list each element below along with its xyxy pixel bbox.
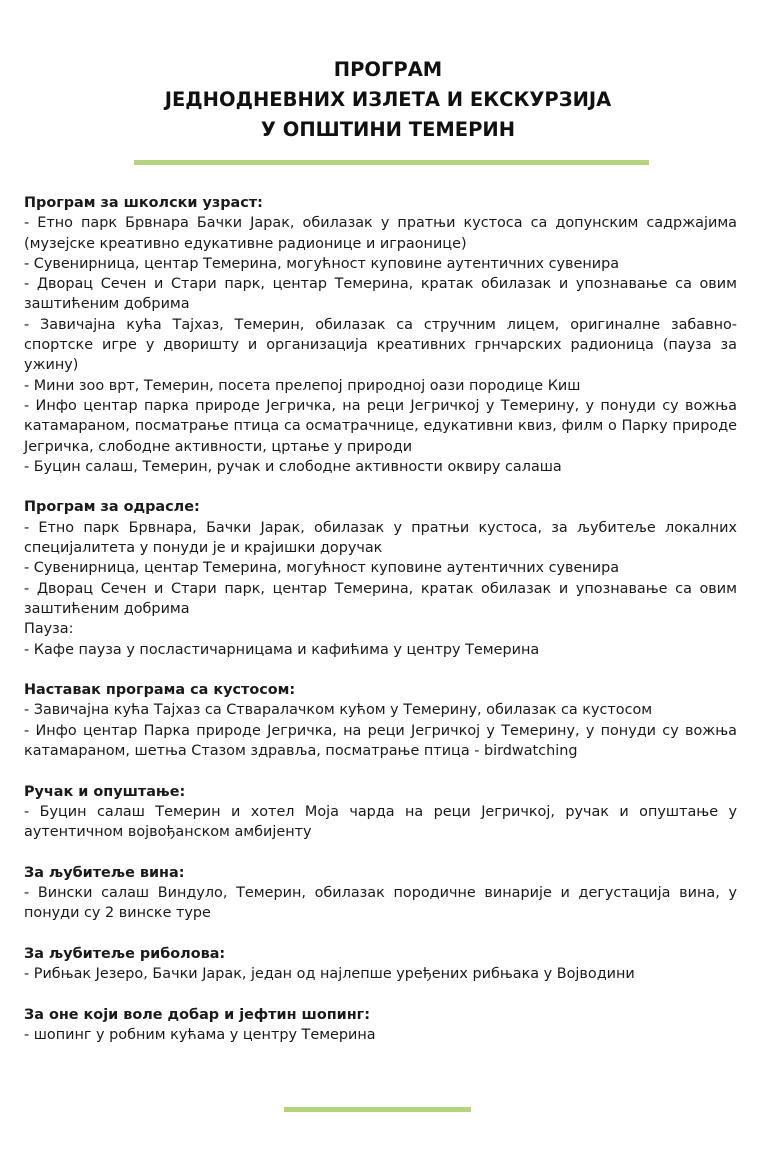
- section-adults: [24, 497, 737, 659]
- list-item: - Мини зоо врт, Темерин, посета прелепој природној оази породице Киш: [24, 377, 581, 394]
- section-heading: За љубитеље риболова:: [24, 945, 226, 962]
- bottom-divider: [284, 1107, 471, 1112]
- document-title: [0, 55, 776, 145]
- top-divider: [134, 160, 649, 165]
- list-item: - Инфо центар Парка природе Јегричка, на реци Јегричкој у Темерину, у понуди су вожња катамараном, шетња Стазом здравља, посматрање птица - birdwatching: [24, 722, 737, 760]
- section-heading: Наставак програма са кустосом:: [24, 682, 296, 699]
- section-heading: Програм за одрасле:: [24, 499, 200, 516]
- list-item: - Сувенирница, центар Темерина, могућност куповине аутентичних сувенира: [24, 560, 620, 577]
- section-heading: Програм за школски узраст:: [24, 195, 263, 211]
- section-heading: За оне који воле добар и јефтин шопинг:: [24, 1006, 370, 1023]
- list-item: - Завичајна кућа Тајхаз са Стваралачком кућом у Темерину, обилазак са кустосом: [24, 702, 653, 719]
- title-line-3: У ОПШТИНИ ТЕМЕРИН: [260, 118, 516, 141]
- section-heading: Ручак и опуштање:: [24, 783, 186, 800]
- list-item: - Завичајна кућа Тајхаз, Темерин, обилазак са стручним лицем, оригиналне забавно-спортске игре у дворишту и организација креативних грнчарских радионица (пауза за ужину): [24, 316, 737, 374]
- pause-label: Пауза:: [24, 621, 74, 638]
- list-item: - Сувенирница, центар Темерина, могућност куповине аутентичних сувенира: [24, 255, 620, 272]
- list-item: - Буцин салаш Темерин и хотел Моја чарда на реци Јегричкој, ручак и опуштање у аутентичном војвођанском амбијенту: [24, 803, 737, 841]
- title-line-2: ЈЕДНОДНЕВНИХ ИЗЛЕТА И ЕКСКУРЗИЈА: [164, 88, 612, 111]
- list-item: - Вински салаш Виндуло, Темерин, обилазак породичне винарије и дегустација вина, у понуди су 2 винске туре: [24, 885, 737, 922]
- list-item: - Етно парк Брвнара Бачки Јарак, обилазак у пратњи кустоса са допунским садржајима (музејске креативно едукативне радионице и играонице): [24, 215, 737, 252]
- section-school: [24, 193, 737, 477]
- section-lunch: [24, 782, 737, 843]
- list-item: - Рибњак Језеро, Бачки Јарак, један од најлепше уређених рибњака у Војводини: [24, 966, 635, 983]
- section-heading: За љубитеље вина:: [24, 864, 185, 881]
- list-item: - Дворац Сечен и Стари парк, центар Темерина, кратак обилазак и упознавање са овим заштићеним добрима: [24, 580, 737, 617]
- list-item: - Етно парк Брвнара, Бачки Јарак, обилазак у пратњи кустоса, за љубитеље локалних специјалитета у понуди је и крајишки доручак: [24, 519, 737, 557]
- list-item: - Инфо центар парка природе Јегричка, на реци Јегричкој у Темерину, у понуди су вожња катамараном, посматрање птица са осматрачнице, едукативни квиз, филм о Парку природе Јегричка, слободне активности, цртање у природи: [24, 397, 737, 455]
- program-content: [24, 193, 737, 1066]
- list-item: - шопинг у робним кућама у центру Темерина: [24, 1027, 376, 1044]
- section-wine: [24, 863, 737, 924]
- section-curator: [24, 680, 737, 761]
- list-item: - Дворац Сечен и Стари парк, центар Темерина, кратак обилазак и упознавање са овим заштићеним добрима: [24, 276, 737, 313]
- list-item: - Кафе пауза у посластичарницама и кафићима у центру Темерина: [24, 641, 540, 658]
- section-shopping: [24, 1005, 737, 1046]
- list-item: - Буцин салаш, Темерин, ручак и слободне активности оквиру салаша: [24, 458, 562, 475]
- title-line-1: ПРОГРАМ: [333, 58, 443, 81]
- section-fishing: [24, 944, 737, 985]
